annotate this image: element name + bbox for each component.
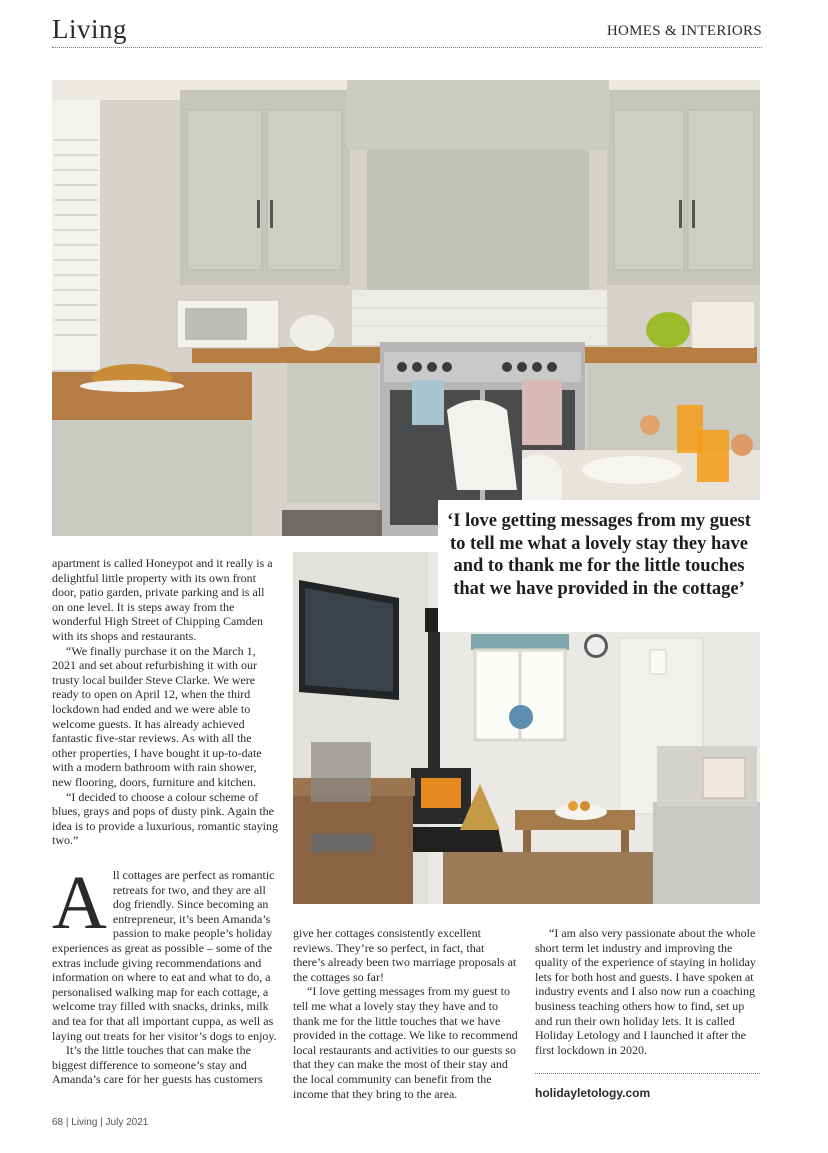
paragraph: “I love getting messages from my guest to tell me what a lovely stay they have and to thank me for the little touches that we have provided in the cottage. We like to recommend local restaurants and activities to our guests so that they can make the most of their stay and the local community can benefit from the income that they bring to the area. xyxy=(293,984,518,1101)
paragraph: ll cottages are perfect as romantic retreats for two, and they are all dog friendly. Since becoming an entrepreneur, it’s been Amanda’s passion to make people’s holiday experiences as great as possible – some of the extras include giving recommendations and information on where to eat and what to do, a personalised walking map for each cottage, a welcome tray filled with snacks, drinks, milk and tea for that all important cuppa, as well as laying out treats for her visitor’s dogs to enjoy. xyxy=(52,868,277,1043)
column-2 xyxy=(293,926,519,1101)
page-footer: 68 | Living | July 2021 xyxy=(52,1117,149,1128)
column-1-top xyxy=(52,556,278,848)
paragraph: apartment is called Honeypot and it really is a delightful little property with its own front door, patio garden, private parking and is all on one level. It is steps away from the wonderful High Street of Chipping Camden with its shops and restaurants. xyxy=(52,556,273,643)
paragraph: It’s the little touches that can make the biggest difference to someone’s stay and Amanda’s care for her guests has customers xyxy=(52,1043,263,1087)
section-category: HOMES & INTERIORS xyxy=(606,23,762,39)
column-3 xyxy=(535,926,760,1057)
pull-quote: ‘I love getting messages from my guest to tell me what a lovely stay they have and to thank me for the little touches that we have provided in the cottage’ xyxy=(438,500,760,632)
kitchen-photo xyxy=(52,80,760,536)
header-divider xyxy=(52,47,762,48)
paragraph: “I am also very passionate about the whole short term let industry and improving the quality of the experience of staying in holiday lets for both host and guests. I have spoken at industry events and I also now run a coaching business teaching others how to find, set up and run their own holiday lets. It is called Holiday Letology and I launched it after the first lockdown in 2020. xyxy=(535,926,756,1057)
column-1-bottom xyxy=(52,861,278,1087)
paragraph: give her cottages consistently excellent reviews. They’re so perfect, in fact, that there’s already been two marriage proposals at the cottages so far! xyxy=(293,926,517,984)
paragraph: “We finally purchase it on the March 1, 2021 and set about refurbishing it with our trusty local builder Steve Clarke. We were ready to open on April 12, when the third lockdown had ended and we were able to welcome guests. It has already achieved fantastic five-star reviews. As with all the other properties, I have bought it up-to-date with a modern bathroom with rain shower, new flooring, doors, furniture and kitchen. xyxy=(52,643,262,789)
drop-cap: A xyxy=(52,861,107,945)
magazine-section-title: Living xyxy=(52,14,127,44)
website-link[interactable]: holidayletology.com xyxy=(535,1086,651,1100)
paragraph: “I decided to choose a colour scheme of blues, grays and pops of dusty pink. Again the idea is to provide a luxurious, romantic staying two.” xyxy=(52,789,278,848)
column-divider xyxy=(535,1073,760,1074)
